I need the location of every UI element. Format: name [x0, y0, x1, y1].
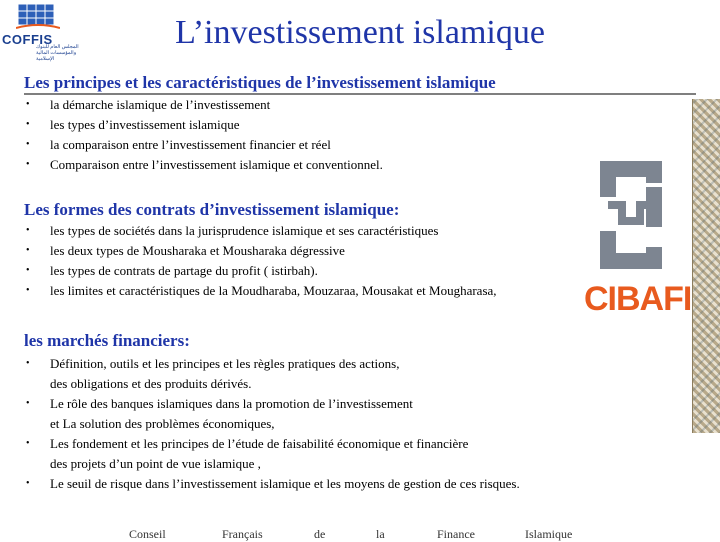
bullet-icon: • — [26, 99, 30, 110]
coffis-logo-name: COFFIS — [2, 32, 53, 47]
cibafi-logo-mark-icon — [596, 157, 666, 273]
bullet-icon: • — [26, 225, 30, 236]
bullet-icon: • — [26, 245, 30, 256]
list-contrats — [22, 221, 497, 301]
list-item: • Les fondement et les principes de l’étude de faisabilité économique et financière des projets d’un point de vue islamique , — [26, 436, 469, 471]
footer — [0, 527, 720, 540]
bullet-icon: • — [26, 478, 30, 489]
bullet-icon: • — [26, 285, 30, 296]
list-item: • les types de contrats de partage du profit ( istirbah). — [22, 261, 497, 281]
list-item: • les types de sociétés dans la jurisprudence islamique et ses caractéristiques — [22, 221, 497, 241]
footer-word: de — [314, 527, 326, 541]
section-heading-principes: Les principes et les caractéristiques de l’investissement islamique — [24, 73, 496, 92]
section-heading-marches: les marchés financiers: — [24, 331, 190, 350]
bullet-icon: • — [26, 398, 30, 409]
list-marches — [22, 354, 520, 494]
list-item: • Le seuil de risque dans l’investissement islamique et les moyens de gestion de ces risques. — [22, 474, 520, 494]
footer-word: Français — [222, 527, 263, 541]
list-item: • Comparaison entre l’investissement islamique et conventionnel. — [22, 155, 383, 175]
list-principes — [22, 95, 383, 175]
list-item: • la démarche islamique de l’investissement — [22, 95, 383, 115]
list-item: • Définition, outils et les principes et les règles pratiques des actions, des obligations et des produits dérivés. — [26, 356, 400, 391]
list-item: • les limites et caractéristiques de la Moudharaba, Mouzaraa, Mousakat et Mougharasa, — [22, 281, 497, 301]
section-heading-contrats: Les formes des contrats d’investissement islamique: — [24, 200, 400, 219]
list-item: • la comparaison entre l’investissement financier et réel — [22, 135, 383, 155]
list-item: • les types d’investissement islamique — [22, 115, 383, 135]
footer-word: Finance — [437, 527, 475, 541]
list-item: • Le rôle des banques islamiques dans la promotion de l’investissement et La solution des problèmes économiques, — [26, 396, 413, 431]
bullet-icon: • — [26, 119, 30, 130]
decorative-pattern-strip — [692, 99, 720, 433]
bullet-icon: • — [26, 159, 30, 170]
footer-word: Conseil — [129, 527, 166, 541]
bullet-icon: • — [26, 438, 30, 449]
bullet-icon: • — [26, 265, 30, 276]
page-title: L’investissement islamique — [175, 14, 545, 51]
coffis-logo-subtitle: المجلس العام للبنوك والمؤسسات المالية الإسلامية — [36, 44, 79, 62]
bullet-icon: • — [26, 139, 30, 150]
footer-word: la — [376, 527, 385, 541]
cibafi-logo-text: CIBAFI — [584, 280, 692, 318]
list-item: • les deux types de Mousharaka et Mousharaka dégressive — [22, 241, 497, 261]
bullet-icon: • — [26, 358, 30, 369]
footer-word: Islamique — [525, 527, 573, 541]
